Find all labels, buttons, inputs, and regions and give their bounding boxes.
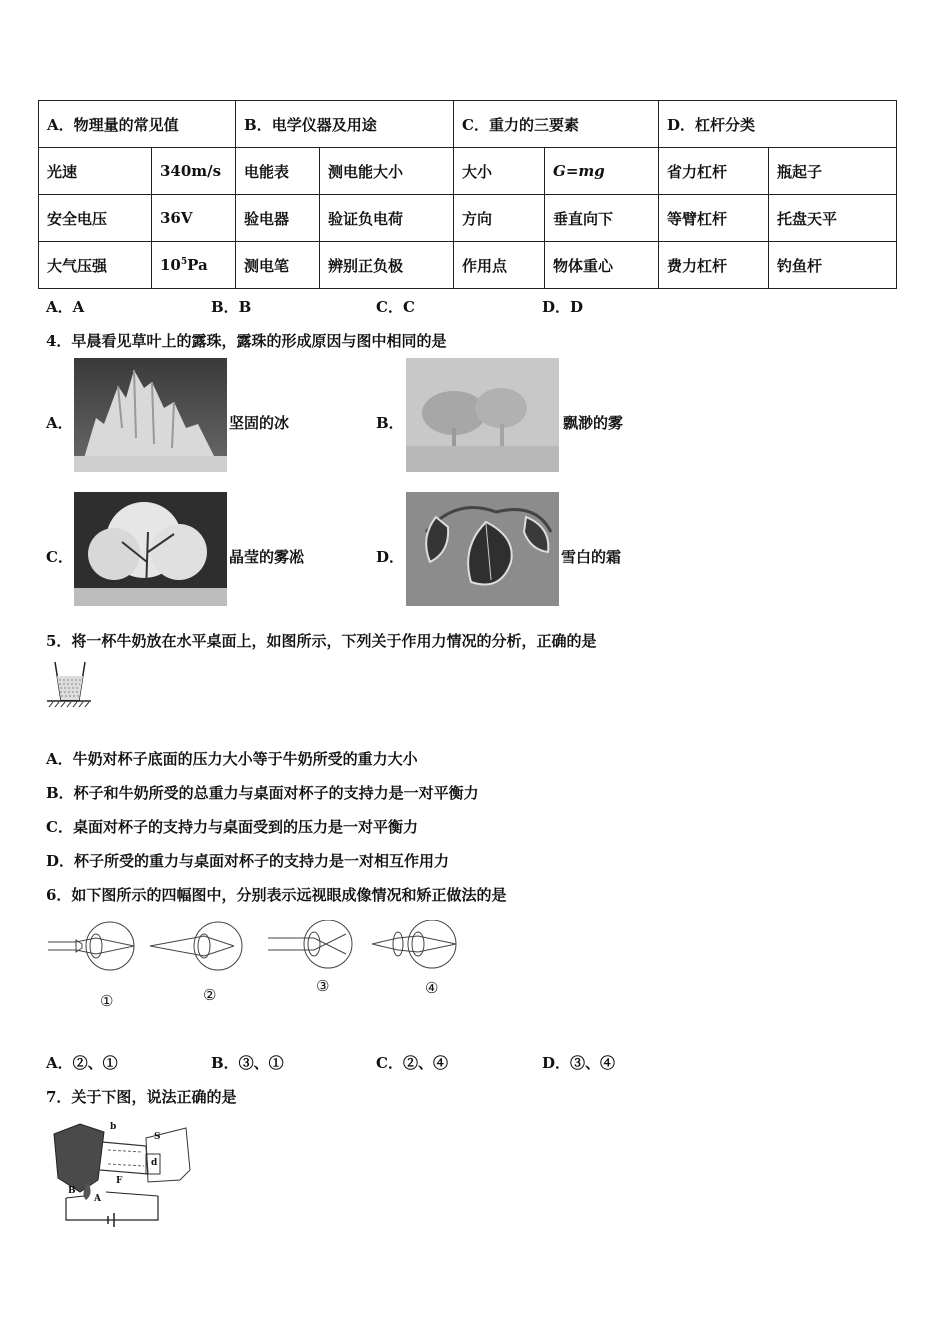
q4-option-b-label[interactable]: B． xyxy=(376,414,404,432)
q4-option-a-label[interactable]: A． xyxy=(46,414,73,432)
q3-option-c[interactable]: C．C xyxy=(376,298,415,316)
q6-option-b[interactable]: B．③、① xyxy=(211,1054,284,1072)
fig-letter-b: b xyxy=(110,1122,117,1132)
q6-option-c[interactable]: C．②、④ xyxy=(376,1054,448,1072)
table-cell: 安全电压 xyxy=(39,195,152,242)
fig-letter-A: A xyxy=(94,1194,101,1204)
pressure-exponent: 5 xyxy=(180,257,188,267)
q5-stem: 5．将一杯牛奶放在水平桌面上，如图所示，下列关于作用力情况的分析，正确的是 xyxy=(46,632,597,650)
table-cell: 作用点 xyxy=(454,242,545,289)
table-cell: G=mg xyxy=(545,148,659,195)
fig-letter-B: B xyxy=(68,1186,76,1196)
q5-option-c[interactable]: C．桌面对杯子的支持力与桌面受到的压力是一对平衡力 xyxy=(46,818,418,836)
rime-photo xyxy=(74,492,227,606)
pressure-unit: Pa xyxy=(187,256,208,274)
figure-label-4: ④ xyxy=(425,979,439,997)
q6-option-d[interactable]: D．③、④ xyxy=(542,1054,616,1072)
table-header-a: A．物理量的常见值 xyxy=(39,101,236,148)
q4-stem: 4．早晨看见草叶上的露珠，露珠的形成原因与图中相同的是 xyxy=(46,332,447,350)
table-cell: 验证负电荷 xyxy=(320,195,454,242)
q7-stem: 7．关于下图，说法正确的是 xyxy=(46,1088,237,1106)
table-cell: 340m/s xyxy=(152,148,236,195)
q6-options xyxy=(46,1052,846,1072)
table-cell: 物体重心 xyxy=(545,242,659,289)
table-cell: 辨别正负极 xyxy=(320,242,454,289)
frost-photo xyxy=(406,492,559,606)
table-cell: 大气压强 xyxy=(39,242,152,289)
fig-letter-d: d xyxy=(151,1158,158,1168)
table-cell xyxy=(152,242,236,289)
ice-photo xyxy=(74,358,227,472)
q3-option-b[interactable]: B．B xyxy=(211,298,252,316)
table-cell: 36V xyxy=(152,195,236,242)
table-header-row xyxy=(39,101,897,148)
table-cell: 测电笔 xyxy=(236,242,320,289)
fig-letter-F: F xyxy=(116,1176,123,1186)
table-header-d: D．杠杆分类 xyxy=(659,101,897,148)
q4-option-d-caption: 雪白的霜 xyxy=(561,548,622,566)
table-cell: 费力杠杆 xyxy=(659,242,769,289)
q5-option-b[interactable]: B．杯子和牛奶所受的总重力与桌面对杯子的支持力是一对平衡力 xyxy=(46,784,479,802)
figure-label-1: ① xyxy=(100,992,114,1010)
table-header-b: B．电学仪器及用途 xyxy=(236,101,454,148)
table-row xyxy=(39,148,897,195)
q6-stem: 6．如下图所示的四幅图中，分别表示远视眼成像情况和矫正做法的是 xyxy=(46,886,507,904)
milk-cup-figure xyxy=(46,660,92,708)
table-cell: 瓶起子 xyxy=(769,148,897,195)
table-cell: 垂直向下 xyxy=(545,195,659,242)
motor-figure xyxy=(50,1120,195,1228)
options-table xyxy=(38,100,897,289)
q4-option-c-label[interactable]: C． xyxy=(46,548,73,566)
q6-option-a[interactable]: A．②、① xyxy=(46,1054,118,1072)
table-cell: 验电器 xyxy=(236,195,320,242)
q4-option-b-caption: 飘渺的雾 xyxy=(563,414,624,432)
fig-letter-s: S xyxy=(154,1132,161,1142)
table-cell: 钓鱼杆 xyxy=(769,242,897,289)
table-cell: 测电能大小 xyxy=(320,148,454,195)
q5-option-d[interactable]: D．杯子所受的重力与桌面对杯子的支持力是一对相互作用力 xyxy=(46,852,450,870)
table-cell: 等臂杠杆 xyxy=(659,195,769,242)
q5-option-a[interactable]: A．牛奶对杯子底面的压力大小等于牛奶所受的重力大小 xyxy=(46,750,418,768)
q3-option-d[interactable]: D．D xyxy=(542,298,584,316)
q3-option-a[interactable]: A．A xyxy=(46,298,85,316)
q4-option-d-label[interactable]: D． xyxy=(376,548,405,566)
figure-label-3: ③ xyxy=(316,977,330,995)
table-cell: 方向 xyxy=(454,195,545,242)
table-cell: 电能表 xyxy=(236,148,320,195)
table-header-c: C．重力的三要素 xyxy=(454,101,659,148)
q3-options xyxy=(46,296,846,316)
table-cell: 大小 xyxy=(454,148,545,195)
table-row xyxy=(39,242,897,289)
table-cell: 托盘天平 xyxy=(769,195,897,242)
q4-option-a-caption: 坚固的冰 xyxy=(229,414,290,432)
table-row xyxy=(39,195,897,242)
figure-label-2: ② xyxy=(203,986,217,1004)
table-cell: 省力杠杆 xyxy=(659,148,769,195)
pressure-base: 10 xyxy=(160,256,181,274)
q4-option-c-caption: 晶莹的雾凇 xyxy=(229,548,305,566)
table-cell: 光速 xyxy=(39,148,152,195)
fog-photo xyxy=(406,358,559,472)
